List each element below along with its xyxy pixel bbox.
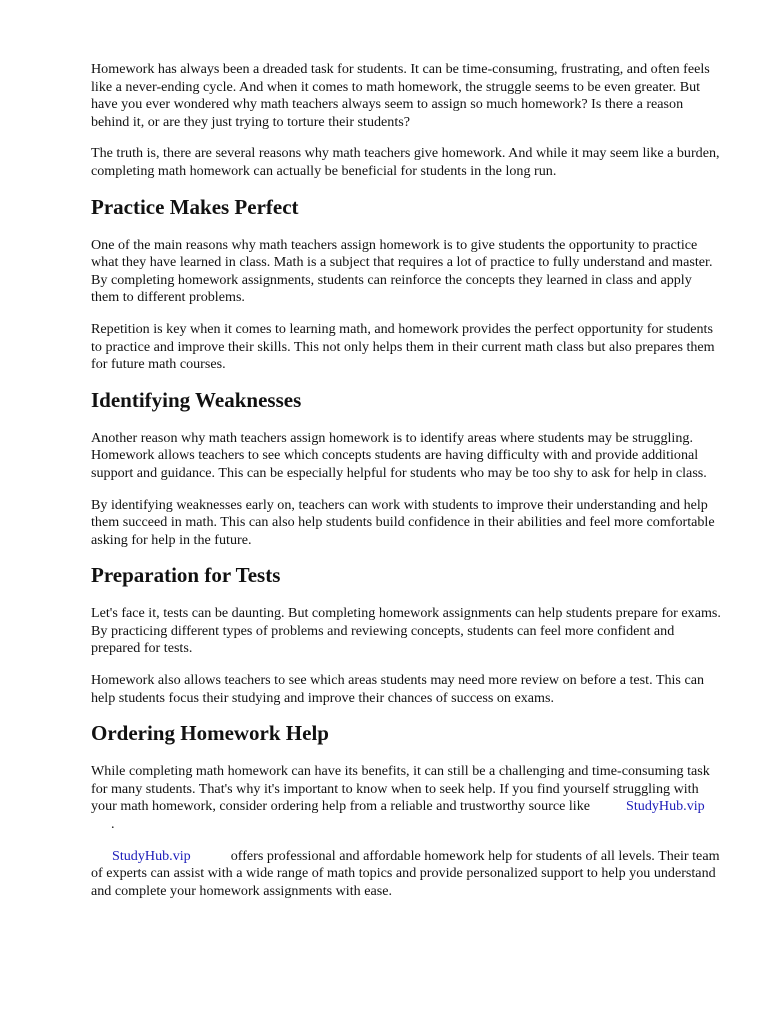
practice-paragraph-1: One of the main reasons why math teachers assign homework is to give students the opportunity to practice what they have learned in class. Math is a subject that requires a lot of practice to fully understand and master. By completing homework assignments, students can reinforce the concepts they learned in class and apply them to different problems. bbox=[91, 236, 713, 306]
heading-ordering: Ordering Homework Help bbox=[91, 721, 329, 746]
heading-weaknesses: Identifying Weaknesses bbox=[91, 387, 302, 412]
tests-paragraph-1: Let's face it, tests can be daunting. But completing homework assignments can help students prepare for exams. By practicing different types of problems and reviewing concepts, students can feel more confident and prepared for tests. bbox=[91, 605, 721, 657]
intro-paragraph-2: The truth is, there are several reasons why math teachers give homework. And while it may seem like a burden, completing math homework can actually be beneficial for students in the long run. bbox=[91, 145, 720, 179]
ordering-p1-text: While completing math homework can have its benefits, it can still be a challenging and time-consuming task for many students. That's why it's important to know when to seek help. If you find yourself struggling with your math homework, consider ordering help from a reliable and trustworthy source like bbox=[91, 763, 710, 815]
weaknesses-paragraph-1: Another reason why math teachers assign homework is to identify areas where students may be struggling. Homework allows teachers to see which concepts students are having difficulty with and provide additional support and guidance. This can be especially helpful for students who may be too shy to ask for help in class. bbox=[91, 429, 707, 481]
weaknesses-paragraph-2: By identifying weaknesses early on, teachers can work with students to improve their understanding and help them succeed in math. This can also help students build confidence in their abilities and feel more comfortable asking for help in the future. bbox=[91, 496, 715, 548]
ordering-p1-period: . bbox=[111, 816, 115, 833]
heading-tests: Preparation for Tests bbox=[91, 563, 281, 588]
ordering-p2-text: offers professional and affordable homework help for students of all levels. Their team of experts can assist with a wide range of math topics and provide personalized support to help you understand and complete your homework assignments with ease. bbox=[91, 847, 720, 899]
ordering-paragraph-1 bbox=[91, 763, 723, 833]
tests-paragraph-2: Homework also allows teachers to see which areas students may need more review on before a test. This can help students focus their studying and improve their chances of success on exams. bbox=[91, 672, 705, 706]
heading-practice: Practice Makes Perfect bbox=[91, 194, 299, 219]
document-page bbox=[91, 61, 723, 914]
intro-paragraph-1: Homework has always been a dreaded task for students. It can be time-consuming, frustrating, and often feels like a never-ending cycle. And when it comes to math homework, the struggle seems to be even greater. But have you ever wondered why math teachers always seem to assign so much homework? Is there a reason behind it, or are they just trying to torture their students? bbox=[91, 61, 710, 130]
studyhub-link-2[interactable]: StudyHub.vip bbox=[112, 847, 191, 864]
studyhub-link-1[interactable]: StudyHub.vip bbox=[626, 798, 705, 815]
practice-paragraph-2: Repetition is key when it comes to learning math, and homework provides the perfect opportunity for students to practice and improve their skills. This not only helps them in their current math class but also prepares them for future math courses. bbox=[91, 320, 715, 373]
ordering-paragraph-2 bbox=[91, 848, 723, 901]
